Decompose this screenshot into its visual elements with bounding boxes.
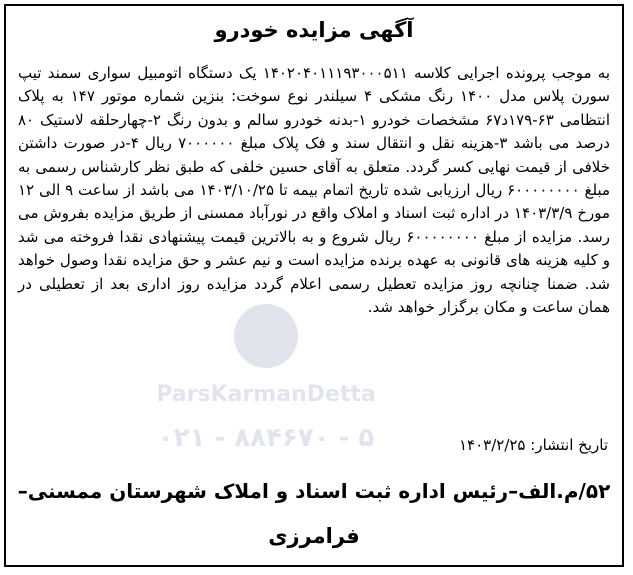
notice-title: آگهی مزایده خودرو <box>214 18 414 42</box>
watermark-logo <box>126 296 406 466</box>
signatory-name: فرامرزی <box>268 524 360 548</box>
publish-date: تاریخ انتشار: ۱۴۰۳/۲/۲۵ <box>458 436 608 454</box>
watermark-brand: ParsKarmanDetta <box>156 382 376 407</box>
notice-frame <box>4 4 624 567</box>
watermark-phone: ۰۲۱ - ۸۸۴۶۷۰ - ۵ <box>157 423 375 453</box>
signature-line: ۵۲/م.الف–رئیس اداره ثبت اسناد و املاک شهرستان ممسنی– <box>17 479 611 503</box>
notice-body: به موجب پرونده اجرایی کلاسه ۱۴۰۲۰۴۰۱۱۱۹۳۰۰۰۵۱۱ یک دستگاه اتومبیل سواری سمند تیپ سورن پلاس مدل ۱۴۰۰ رنگ مشکی ۴ سیلندر نوع سوخت: بنزین شماره موتور ۱۴۷ به پلاک انتظامی ۶۳-۱۷۹د۶۷ مشخصات خودرو ۱-بدنه خودرو سالم و بدون رنگ ۲-چهارحلقه لاستیک ۸۰ درصد می باشد ۳-هزینه نقل و انتقال سند و فک پلاک مبلغ ۷۰۰۰۰۰۰ ریال ۴-در صورت داشتن خلافی از قیمت نهایی کسر گردد. متعلق به آقای حسین خلفی که طبق نظر کارشناس رسمی به مبلغ ۶۰۰۰۰۰۰۰۰ ریال ارزیابی شده تاریخ اتمام بیمه تا ۱۴۰۳/۱۰/۲۵ می باشد از ساعت ۹ الی ۱۲ مورخ ۱۴۰۳/۳/۹ در اداره ثبت اسناد و املاک واقع در نورآباد ممسنی از طریق مزایده بفروش می رسد. مزایده از مبلغ ۶۰۰۰۰۰۰۰۰ ریال شروع و به بالاترین قیمت پیشنهادی نقدا فروخته می شد و کلیه هزینه های قانونی به عهده برنده مزایده است و نیم عشر و حق مزایده نقدا وصول خواهد شد. ضمنا چنانچه روز مزایده تعطیل رسمی اعلام گردد مزایده روز اداری بعد از تعطیلی در همان ساعت و مکان برگزار خواهد شد. <box>18 64 611 317</box>
